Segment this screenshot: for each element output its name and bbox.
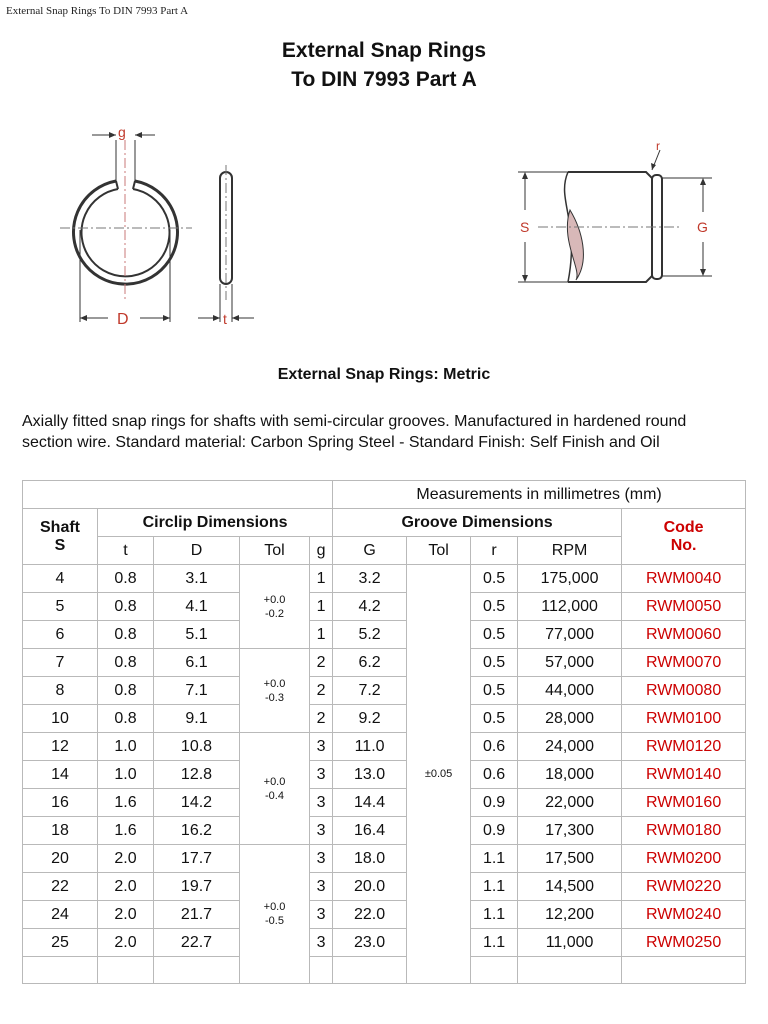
label-S: S (520, 219, 530, 235)
d-cell: 16.2 (154, 817, 240, 845)
circlip-tol-cell (240, 649, 310, 733)
d-cell: 4.1 (154, 593, 240, 621)
tol-minus: -0.3 (265, 691, 284, 704)
d-cell: 14.2 (154, 789, 240, 817)
d-cell: 6.1 (154, 649, 240, 677)
table-row (23, 565, 746, 593)
groove-g-cell: 14.4 (333, 789, 407, 817)
g-cell: 3 (310, 817, 333, 845)
tol-values (240, 775, 309, 803)
groove-g-cell: 16.4 (333, 817, 407, 845)
rpm-cell: 24,000 (518, 733, 622, 761)
rpm-cell: 14,500 (518, 873, 622, 901)
ring-front-view (60, 132, 192, 322)
r-cell (471, 957, 518, 984)
rpm-cell: 175,000 (518, 565, 622, 593)
shaft-cell: 24 (23, 901, 98, 929)
tol-minus: -0.4 (265, 789, 284, 802)
rpm-cell: 18,000 (518, 761, 622, 789)
tol-plus: +0.0 (263, 901, 286, 913)
t-cell: 1.6 (98, 789, 154, 817)
t-cell: 2.0 (98, 873, 154, 901)
header-blank (23, 481, 333, 509)
table-row (23, 621, 746, 649)
snap-ring-diagram (0, 0, 768, 340)
groove-g-cell: 3.2 (333, 565, 407, 593)
r-cell: 0.5 (471, 565, 518, 593)
col-t-header: t (98, 537, 154, 565)
table-row-partial (23, 957, 746, 984)
shaft-header-line1: Shaft (40, 518, 80, 536)
code-cell: RWM0100 (622, 705, 746, 733)
r-cell: 0.6 (471, 733, 518, 761)
groove-tol-cell: ±0.05 (407, 565, 471, 984)
code-cell: RWM0050 (622, 593, 746, 621)
ring-side-view (198, 165, 254, 322)
shaft-cell: 14 (23, 761, 98, 789)
page-title-line2: To DIN 7993 Part A (291, 68, 477, 91)
rpm-cell: 112,000 (518, 593, 622, 621)
shaft-cell: 4 (23, 565, 98, 593)
col-D-header: D (154, 537, 240, 565)
tol-minus: -0.5 (265, 915, 284, 927)
groove-g-cell: 5.2 (333, 621, 407, 649)
table-row (23, 649, 746, 677)
r-cell: 1.1 (471, 901, 518, 929)
shaft-cell: 7 (23, 649, 98, 677)
g-cell: 1 (310, 593, 333, 621)
r-cell: 0.5 (471, 705, 518, 733)
rpm-cell: 17,500 (518, 845, 622, 873)
code-header-line1: Code (663, 518, 704, 536)
groove-g-cell: 4.2 (333, 593, 407, 621)
shaft-cell: 6 (23, 621, 98, 649)
code-cell: RWM0250 (622, 929, 746, 957)
g-cell (310, 957, 333, 984)
tol-plus: +0.0 (263, 677, 286, 690)
r-cell: 0.9 (471, 789, 518, 817)
table-row (23, 873, 746, 901)
groove-g-cell: 7.2 (333, 677, 407, 705)
table-row (23, 929, 746, 957)
col-g-header: g (310, 537, 333, 565)
g-cell: 2 (310, 649, 333, 677)
code-cell: RWM0240 (622, 901, 746, 929)
col-G-header: G (333, 537, 407, 565)
g-cell: 3 (310, 789, 333, 817)
col-tol-header: Tol (240, 537, 310, 565)
circlip-tol-cell (240, 565, 310, 649)
rpm-cell: 17,300 (518, 817, 622, 845)
description-line2: section wire. Standard material: Carbon Spring Steel - Standard Finish: Self Finish and Oil (22, 434, 660, 451)
groove-g-cell: 23.0 (333, 929, 407, 957)
g-cell: 3 (310, 845, 333, 873)
d-cell: 3.1 (154, 565, 240, 593)
r-cell: 0.5 (471, 593, 518, 621)
section-subtitle: External Snap Rings: Metric (277, 366, 491, 383)
r-cell: 0.9 (471, 817, 518, 845)
col-r-header: r (471, 537, 518, 565)
groove-g-cell: 9.2 (333, 705, 407, 733)
tol-values (240, 900, 309, 928)
g-cell: 2 (310, 677, 333, 705)
rpm-cell: 77,000 (518, 621, 622, 649)
table-row (23, 733, 746, 761)
shaft-cell: 20 (23, 845, 98, 873)
rpm-cell: 28,000 (518, 705, 622, 733)
description-line1: Axially fitted snap rings for shafts with semi-circular grooves. Manufactured in hardened round (22, 413, 687, 430)
table-row (23, 593, 746, 621)
shaft-header (23, 509, 98, 565)
groove-g-cell: 6.2 (333, 649, 407, 677)
t-cell (98, 957, 154, 984)
r-cell: 0.5 (471, 649, 518, 677)
table-row (23, 677, 746, 705)
g-cell: 1 (310, 621, 333, 649)
r-cell: 0.5 (471, 677, 518, 705)
description (22, 411, 746, 453)
g-cell: 3 (310, 873, 333, 901)
t-cell: 2.0 (98, 845, 154, 873)
t-cell: 2.0 (98, 929, 154, 957)
d-cell: 22.7 (154, 929, 240, 957)
rpm-cell: 12,200 (518, 901, 622, 929)
label-G: G (697, 219, 708, 235)
code-cell (622, 957, 746, 984)
groove-g-cell: 22.0 (333, 901, 407, 929)
d-cell (154, 957, 240, 984)
label-t: t (223, 311, 227, 327)
table-row (23, 789, 746, 817)
rpm-cell: 44,000 (518, 677, 622, 705)
page-title-line1: External Snap Rings (281, 39, 487, 62)
r-cell: 0.5 (471, 621, 518, 649)
code-cell: RWM0160 (622, 789, 746, 817)
circlip-header: Circlip Dimensions (98, 509, 333, 537)
t-cell: 1.0 (98, 761, 154, 789)
code-cell: RWM0120 (622, 733, 746, 761)
t-cell: 0.8 (98, 677, 154, 705)
print-header: External Snap Rings To DIN 7993 Part A (6, 5, 189, 17)
code-cell: RWM0180 (622, 817, 746, 845)
shaft-cell: 25 (23, 929, 98, 957)
shaft-cell: 5 (23, 593, 98, 621)
r-cell: 1.1 (471, 845, 518, 873)
snap-ring-table (22, 480, 746, 984)
d-cell: 12.8 (154, 761, 240, 789)
code-cell: RWM0200 (622, 845, 746, 873)
tol-plus: +0.0 (263, 593, 286, 606)
t-cell: 0.8 (98, 593, 154, 621)
d-cell: 10.8 (154, 733, 240, 761)
code-cell: RWM0220 (622, 873, 746, 901)
table-row (23, 761, 746, 789)
t-cell: 1.6 (98, 817, 154, 845)
label-g: g (118, 124, 126, 140)
code-header (622, 509, 746, 565)
groove-header: Groove Dimensions (333, 509, 622, 537)
groove-g-cell: 20.0 (333, 873, 407, 901)
tol-plus: +0.0 (263, 775, 286, 788)
groove-g-cell: 13.0 (333, 761, 407, 789)
t-cell: 0.8 (98, 705, 154, 733)
groove-g-cell (333, 957, 407, 984)
t-cell: 0.8 (98, 621, 154, 649)
g-cell: 3 (310, 733, 333, 761)
code-header-line2: No. (670, 536, 697, 554)
r-cell: 1.1 (471, 929, 518, 957)
code-cell: RWM0040 (622, 565, 746, 593)
shaft-view (518, 150, 712, 282)
d-cell: 19.7 (154, 873, 240, 901)
shaft-cell: 10 (23, 705, 98, 733)
groove-g-cell: 11.0 (333, 733, 407, 761)
t-cell: 1.0 (98, 733, 154, 761)
d-cell: 7.1 (154, 677, 240, 705)
code-cell: RWM0080 (622, 677, 746, 705)
groove-g-cell: 18.0 (333, 845, 407, 873)
d-cell: 21.7 (154, 901, 240, 929)
code-cell: RWM0070 (622, 649, 746, 677)
g-cell: 3 (310, 761, 333, 789)
rpm-cell: 11,000 (518, 929, 622, 957)
g-cell: 3 (310, 929, 333, 957)
d-cell: 9.1 (154, 705, 240, 733)
g-cell: 1 (310, 565, 333, 593)
tol-minus: -0.2 (265, 607, 284, 620)
circlip-tol-cell (240, 845, 310, 984)
shaft-cell: 8 (23, 677, 98, 705)
r-cell: 1.1 (471, 873, 518, 901)
table-row (23, 845, 746, 873)
table-row (23, 705, 746, 733)
shaft-cell: 12 (23, 733, 98, 761)
circlip-tol-cell (240, 733, 310, 845)
d-cell: 5.1 (154, 621, 240, 649)
rpm-cell (518, 957, 622, 984)
rpm-cell: 22,000 (518, 789, 622, 817)
shaft-header-line2: S (54, 536, 66, 554)
tol-values (240, 677, 309, 705)
g-cell: 2 (310, 705, 333, 733)
table-body (23, 565, 746, 984)
code-cell: RWM0140 (622, 761, 746, 789)
col-rpm-header: RPM (518, 537, 622, 565)
r-cell: 0.6 (471, 761, 518, 789)
d-cell: 17.7 (154, 845, 240, 873)
label-D: D (117, 311, 129, 328)
table-row (23, 817, 746, 845)
label-r: r (656, 139, 660, 153)
shaft-cell: 16 (23, 789, 98, 817)
t-cell: 0.8 (98, 649, 154, 677)
col-groove-tol-header: Tol (407, 537, 471, 565)
t-cell: 0.8 (98, 565, 154, 593)
measurement-note: Measurements in millimetres (mm) (333, 481, 746, 509)
g-cell: 3 (310, 901, 333, 929)
tol-values (240, 593, 309, 621)
t-cell: 2.0 (98, 901, 154, 929)
table-row (23, 901, 746, 929)
rpm-cell: 57,000 (518, 649, 622, 677)
shaft-cell: 18 (23, 817, 98, 845)
shaft-cell: 22 (23, 873, 98, 901)
code-cell: RWM0060 (622, 621, 746, 649)
shaft-cell (23, 957, 98, 984)
